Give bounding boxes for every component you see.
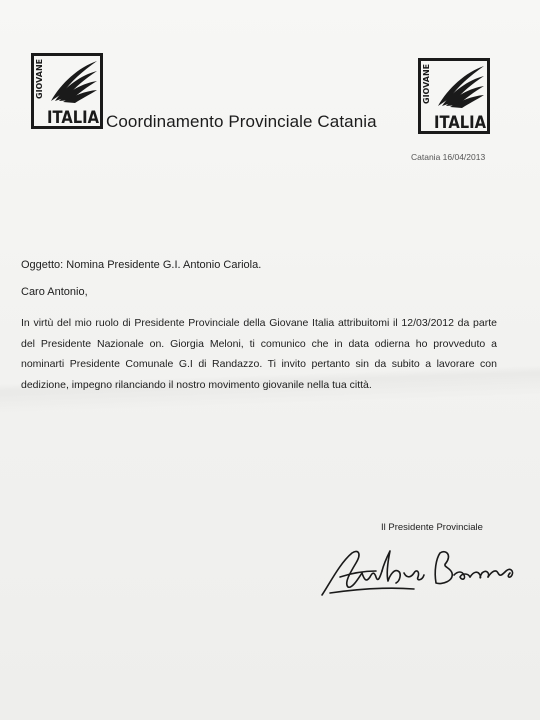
signer-title: Il Presidente Provinciale bbox=[381, 522, 483, 533]
page-title: Coordinamento Provinciale Catania bbox=[106, 112, 377, 131]
logo-main-text: ITALIA bbox=[47, 108, 100, 128]
wing-logo-icon bbox=[31, 53, 103, 129]
letter-date: Catania 16/04/2013 bbox=[411, 152, 486, 162]
logo-vertical-text: GIOVANE bbox=[422, 63, 431, 104]
wing-logo-icon bbox=[418, 58, 490, 134]
logo-main-text: ITALIA bbox=[434, 113, 487, 133]
giovane-italia-logo-left bbox=[31, 53, 103, 129]
signature-mark bbox=[318, 543, 523, 603]
letter-subject: Oggetto: Nomina Presidente G.I. Antonio Cariola. bbox=[21, 259, 262, 271]
giovane-italia-logo-right bbox=[418, 58, 490, 134]
letter-body: In virtù del mio ruolo di Presidente Provinciale della Giovane Italia attribuitomi il 12/03/2012 da parte del Presidente Nazionale on. Giorgia Meloni, ti comunico che in data odierna ho provveduto a nominarti Presidente Comunale G.I di Randazzo. Ti invito pertanto sin da subito a lavorare con dedizione, impegno rilanciando il nostro movimento giovanile nella tua città. bbox=[21, 317, 497, 391]
logo-vertical-text: GIOVANE bbox=[35, 58, 44, 99]
letter-salutation: Caro Antonio, bbox=[21, 286, 88, 298]
